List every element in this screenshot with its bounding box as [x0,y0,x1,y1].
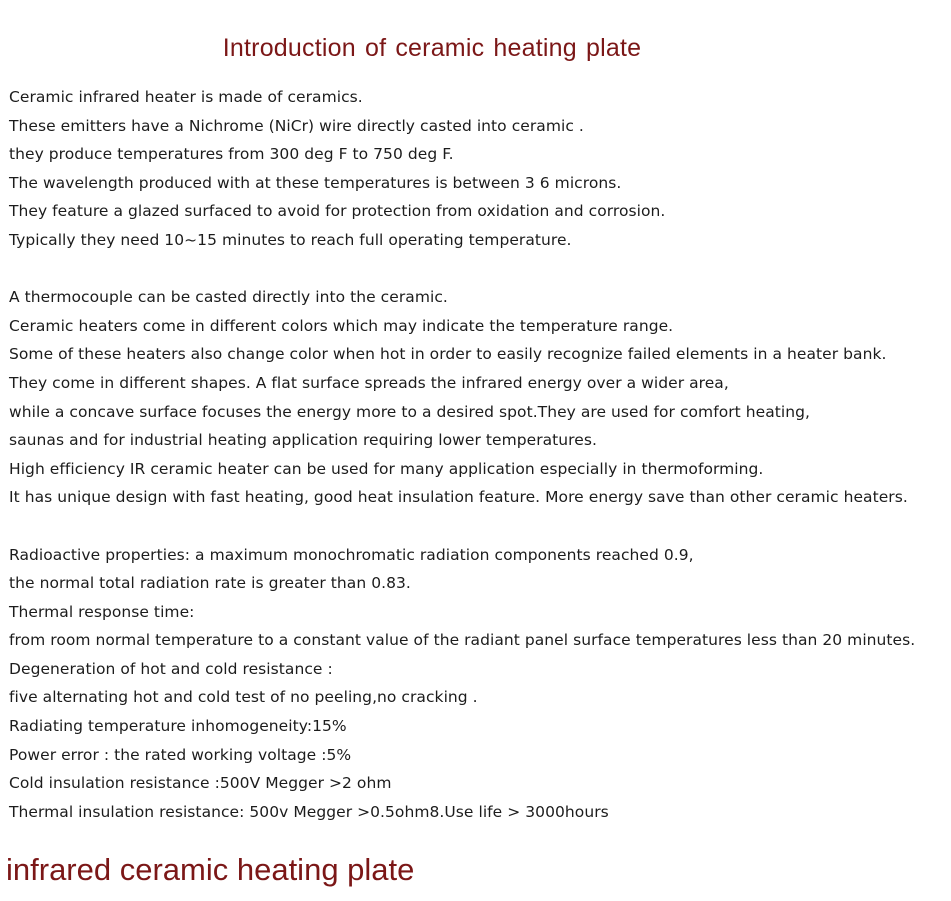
text-line: saunas and for industrial heating application requiring lower temperatures. [9,431,597,450]
text-line: A thermocouple can be casted directly into the ceramic. [9,288,448,307]
text-line: These emitters have a Nichrome (NiCr) wire directly casted into ceramic . [9,116,584,135]
text-line: Radiating temperature inhomogeneity:15% [9,717,347,736]
text-line: while a concave surface focuses the energy more to a desired spot.They are used for comfort heating, [9,402,810,421]
paragraph-intro [9,83,951,255]
page-title: Introduction of ceramic heating plate [222,34,642,62]
text-line: five alternating hot and cold test of no peeling,no cracking . [9,688,478,707]
section-heading: infrared ceramic heating plate [6,852,415,887]
text-line: Ceramic heaters come in different colors which may indicate the temperature range. [9,316,674,335]
text-line: It has unique design with fast heating, good heat insulation feature. More energy save than other ceramic heaters. [9,488,908,507]
text-line: Power error : the rated working voltage :5% [9,745,352,764]
description-body [9,83,951,826]
text-line: they produce temperatures from 300 deg F to 750 deg F. [9,145,454,164]
text-line: High efficiency IR ceramic heater can be used for many application especially in thermoforming. [9,459,764,478]
text-line: Some of these heaters also change color when hot in order to easily recognize failed elements in a heater bank. [9,345,887,364]
text-line: the normal total radiation rate is greater than 0.83. [9,574,411,593]
text-line: They feature a glazed surfaced to avoid for protection from oxidation and corrosion. [9,202,666,221]
text-line: The wavelength produced with at these temperatures is between 3 6 microns. [9,173,622,192]
paragraph-features [9,283,951,512]
text-line: Radioactive properties: a maximum monochromatic radiation components reached 0.9, [9,545,694,564]
text-line: Cold insulation resistance :500V Megger >2 ohm [9,774,392,793]
text-line: Thermal response time: [9,602,195,621]
text-line: Thermal insulation resistance: 500v Megger >0.5ohm8.Use life > 3000hours [9,802,609,821]
text-line: from room normal temperature to a constant value of the radiant panel surface temperatures less than 20 minutes. [9,631,916,650]
paragraph-specifications [9,541,951,827]
text-line: They come in different shapes. A flat surface spreads the infrared energy over a wider area, [9,373,729,392]
text-line: Typically they need 10~15 minutes to reach full operating temperature. [9,230,572,249]
text-line: Degeneration of hot and cold resistance : [9,659,333,678]
text-line: Ceramic infrared heater is made of ceramics. [9,88,363,106]
